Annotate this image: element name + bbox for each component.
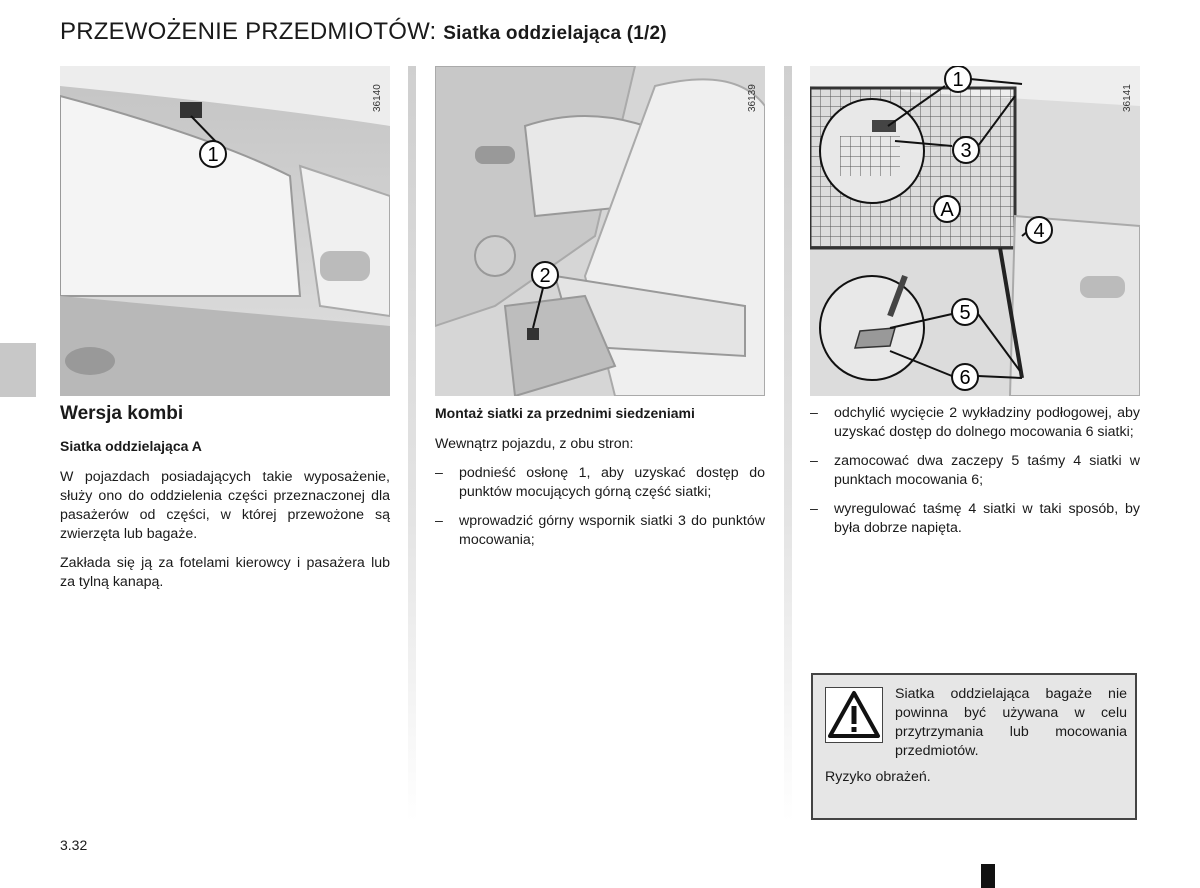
paragraph: Wewnątrz pojazdu, z obu stron: (435, 436, 634, 452)
list-item: – podnieść osłonę 1, aby uzyskać dostęp do punktów mocujących górną część siatki; (435, 464, 765, 502)
page-number: 3.32 (60, 837, 88, 853)
column-divider (408, 66, 416, 822)
illustration-floor-flap (435, 66, 765, 396)
callout-A: A (940, 199, 954, 221)
step-list (810, 404, 1140, 538)
page-title (60, 18, 667, 46)
callout-1: 1 (952, 69, 964, 91)
callout-4: 4 (1033, 220, 1045, 242)
warning-text: Siatka oddzielająca bagaże nie powinna być używana w celu przytrzymania lub mocowania przedmiotów. (895, 686, 1127, 759)
title-sub: Siatka oddzielająca (1/2) (443, 23, 667, 44)
paragraph: W pojazdach posiadających takie wyposażenie, służy ono do oddzielenia części przeznaczonej dla pasażerów od części, w której przewożone są zwierzęta lub bagaże. (60, 469, 390, 542)
title-main: PRZEWOŻENIE PRZEDMIOTÓW: (60, 18, 437, 45)
callout-3: 3 (960, 140, 972, 162)
image-ref: 36139 (747, 84, 758, 112)
section-subheading: Montaż siatki za przednimi siedzeniami (435, 405, 695, 421)
list-item: – odchylić wycięcie 2 wykładziny podłogowej, aby uzyskać dostęp do dolnego mocowania 6 siatki; (810, 404, 1140, 442)
step-list (435, 464, 765, 550)
callout-2: 2 (539, 265, 551, 287)
section-heading: Wersja kombi (60, 403, 184, 424)
chapter-tab (0, 343, 36, 397)
page-edge-marker (981, 864, 995, 888)
column-3 (810, 404, 1140, 548)
illustration-net-installed (810, 66, 1140, 396)
list-item: – wyregulować taśmę 4 siatki w taki sposób, by była dobrze napięta. (810, 500, 1140, 538)
column-2 (435, 404, 765, 560)
list-item: – zamocować dwa zaczepy 5 taśmy 4 siatki w punktach mocowania 6; (810, 452, 1140, 490)
image-ref: 36140 (372, 84, 383, 112)
cover-clip (180, 102, 202, 118)
section-subheading: Siatka oddzielająca A (60, 438, 202, 454)
column-1 (60, 404, 390, 602)
list-item: – wprowadzić górny wspornik siatki 3 do punktów mocowania; (435, 512, 765, 550)
paragraph: Zakłada się ją za fotelami kierowcy i pasażera lub za tylną kanapą. (60, 555, 390, 590)
illustration-rear-window (60, 66, 390, 396)
column-divider (784, 66, 792, 822)
callout-5: 5 (959, 302, 971, 324)
image-ref: 36141 (1122, 84, 1133, 112)
callout-1: 1 (207, 144, 219, 166)
warning-risk: Ryzyko obrażeń. (825, 769, 931, 785)
callout-6: 6 (959, 367, 971, 389)
warning-triangle-icon (825, 687, 883, 743)
warning-box (811, 673, 1137, 820)
